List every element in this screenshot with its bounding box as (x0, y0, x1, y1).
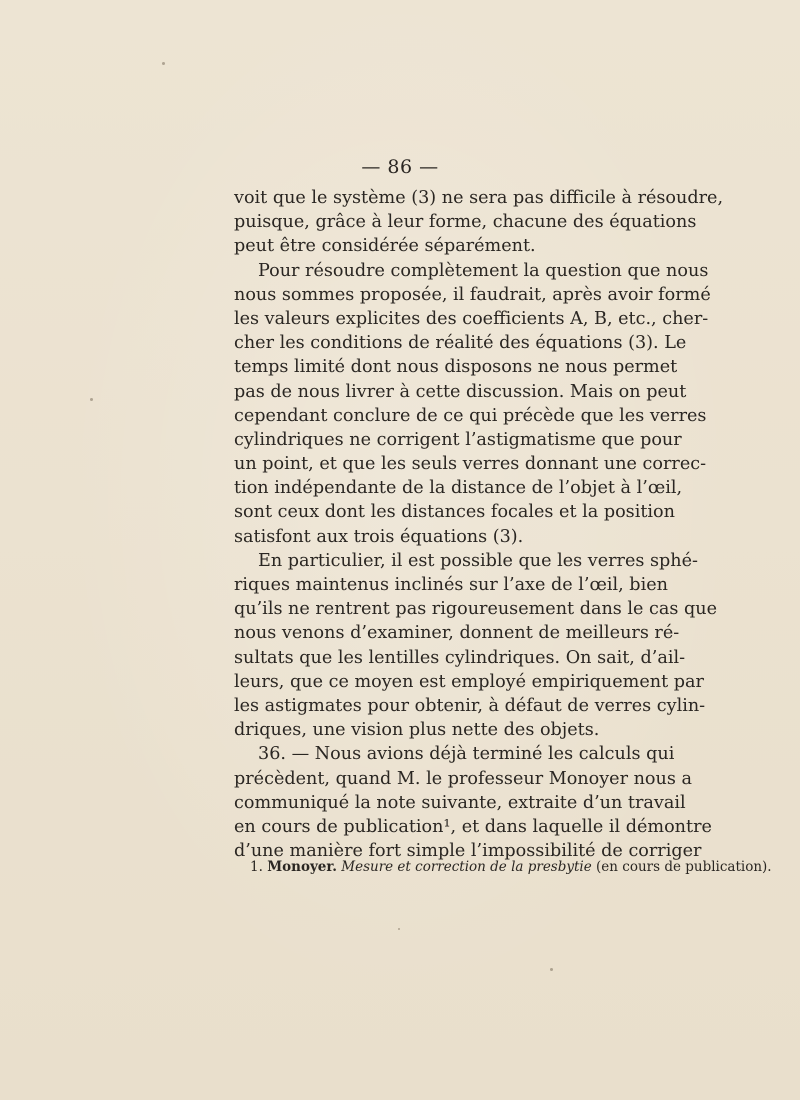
text-line: sultats que les lentilles cylindriques. On sait, d’ail- (234, 647, 686, 668)
paper-speck (90, 398, 93, 401)
text-line: leurs, que ce moyen est employé empiriquement par (234, 671, 704, 692)
text-line: satisfont aux trois équations (3). (234, 526, 524, 547)
paper-speck (162, 62, 165, 65)
text-line: cependant conclure de ce qui précède que les verres (234, 405, 707, 426)
text-line: qu’ils ne rentrent pas rigoureusement dans le cas que (234, 599, 718, 620)
text-line: nous venons d’examiner, donnent de meilleurs ré- (234, 623, 680, 644)
text-line: les astigmates pour obtenir, à défaut de verres cylin- (234, 695, 706, 716)
text-line: en cours de publication¹, et dans laquelle il démontre (234, 816, 712, 837)
text-line: communiqué la note suivante, extraite d’un travail (234, 792, 686, 813)
text-line: les valeurs explicites des coefficients A, B, etc., cher- (234, 308, 709, 329)
footnote (250, 858, 772, 876)
footnote-title: Mesure et correction de la presbytie (341, 859, 592, 875)
text-line: précèdent, quand M. le professeur Monoyer nous a (234, 768, 692, 789)
text-line: pas de nous livrer à cette discussion. Mais on peut (234, 381, 687, 402)
text-line: temps limité dont nous disposons ne nous permet (234, 357, 678, 378)
paper-speck (398, 928, 400, 930)
text-line: sont ceux dont les distances focales et la position (234, 502, 675, 523)
text-line: voit que le système (3) ne sera pas difficile à résoudre, (234, 188, 724, 208)
text-line: driques, une vision plus nette des objets. (234, 720, 600, 741)
text-line: cylindriques ne corrigent l’astigmatisme que pour (234, 429, 682, 450)
paper-speck (550, 968, 553, 971)
text-line: En particulier, il est possible que les verres sphé- (258, 550, 698, 571)
text-line: peut être considérée séparément. (234, 236, 536, 257)
page-number: — 86 — (361, 156, 439, 178)
text-line: puisque, grâce à leur forme, chacune des équations (234, 212, 697, 233)
text-line: cher les conditions de réalité des équations (3). Le (234, 333, 687, 354)
text-line: riques maintenus inclinés sur l’axe de l’œil, bien (234, 575, 668, 595)
text-line: 36. — Nous avions déjà terminé les calculs qui (258, 744, 675, 765)
text-line: tion indépendante de la distance de l’objet à l’œil, (234, 478, 683, 499)
footnote-author: Monoyer. (267, 859, 337, 875)
footnote-rest: (en cours de publication). (596, 859, 772, 875)
text-line: nous sommes proposée, il faudrait, après avoir formé (234, 284, 711, 305)
footnote-marker: 1. (250, 859, 263, 875)
text-line: Pour résoudre complètement la question que nous (258, 260, 709, 281)
body-text (234, 186, 724, 863)
text-line: d’une manière fort simple l’impossibilité de corriger (234, 841, 702, 862)
text-line: un point, et que les seuls verres donnant une correc- (234, 454, 707, 475)
